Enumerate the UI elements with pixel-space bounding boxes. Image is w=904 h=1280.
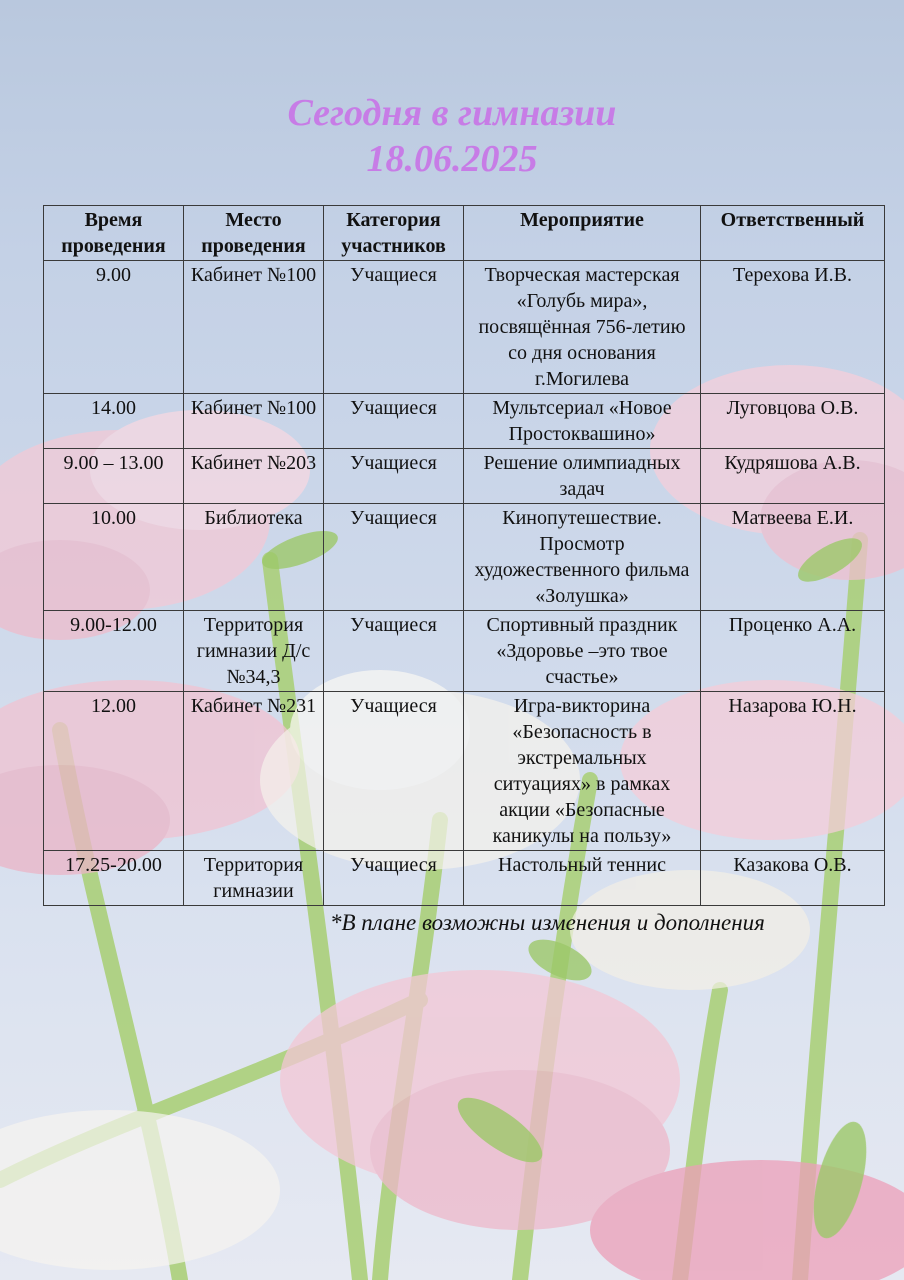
table-header-row	[44, 206, 885, 261]
header-category: Категория участников	[324, 206, 464, 261]
cell-place: Кабинет №100	[184, 394, 324, 449]
cell-time: 17.25-20.00	[44, 851, 184, 906]
cell-time: 9.00-12.00	[44, 611, 184, 692]
cell-time: 12.00	[44, 692, 184, 851]
cell-place: Территория гимназии Д/с №34,3	[184, 611, 324, 692]
table-row	[44, 261, 885, 394]
cell-place: Кабинет №100	[184, 261, 324, 394]
cell-responsible: Кудряшова А.В.	[701, 449, 885, 504]
table-row	[44, 394, 885, 449]
cell-time: 9.00 – 13.00	[44, 449, 184, 504]
table-row	[44, 611, 885, 692]
cell-place: Библиотека	[184, 504, 324, 611]
cell-place: Кабинет №203	[184, 449, 324, 504]
footnote: *В плане возможны изменения и дополнения	[330, 910, 765, 935]
cell-time: 10.00	[44, 504, 184, 611]
cell-event: Настольный теннис	[464, 851, 701, 906]
header-place: Место проведения	[184, 206, 324, 261]
header-time: Время проведения	[44, 206, 184, 261]
cell-responsible: Проценко А.А.	[701, 611, 885, 692]
cell-category: Учащиеся	[324, 449, 464, 504]
schedule-table	[43, 205, 885, 906]
cell-responsible: Назарова Ю.Н.	[701, 692, 885, 851]
header-responsible: Ответственный	[701, 206, 885, 261]
cell-place: Территория гимназии	[184, 851, 324, 906]
cell-category: Учащиеся	[324, 611, 464, 692]
cell-event: Мультсериал «Новое Простоквашино»	[464, 394, 701, 449]
cell-event: Решение олимпиадных задач	[464, 449, 701, 504]
cell-event: Творческая мастерская «Голубь мира», посвящённая 756-летию со дня основания г.Могилева	[464, 261, 701, 394]
cell-time: 14.00	[44, 394, 184, 449]
header-event: Мероприятие	[464, 206, 701, 261]
cell-time: 9.00	[44, 261, 184, 394]
table-row	[44, 504, 885, 611]
cell-responsible: Терехова И.В.	[701, 261, 885, 394]
table-row	[44, 692, 885, 851]
cell-responsible: Луговцова О.В.	[701, 394, 885, 449]
cell-event: Кинопутешествие. Просмотр художественного фильма «Золушка»	[464, 504, 701, 611]
cell-event: Спортивный праздник «Здоровье –это твое счастье»	[464, 611, 701, 692]
table-row	[44, 851, 885, 906]
page-date: 18.06.2025	[366, 138, 538, 180]
cell-category: Учащиеся	[324, 504, 464, 611]
cell-category: Учащиеся	[324, 394, 464, 449]
cell-category: Учащиеся	[324, 692, 464, 851]
cell-category: Учащиеся	[324, 851, 464, 906]
cell-responsible: Матвеева Е.И.	[701, 504, 885, 611]
cell-responsible: Казакова О.В.	[701, 851, 885, 906]
cell-event: Игра-викторина «Безопасность в экстремальных ситуациях» в рамках акции «Безопасные каникулы на пользу»	[464, 692, 701, 851]
page-title: Сегодня в гимназии	[287, 92, 617, 134]
cell-category: Учащиеся	[324, 261, 464, 394]
table-row	[44, 449, 885, 504]
cell-place: Кабинет №231	[184, 692, 324, 851]
